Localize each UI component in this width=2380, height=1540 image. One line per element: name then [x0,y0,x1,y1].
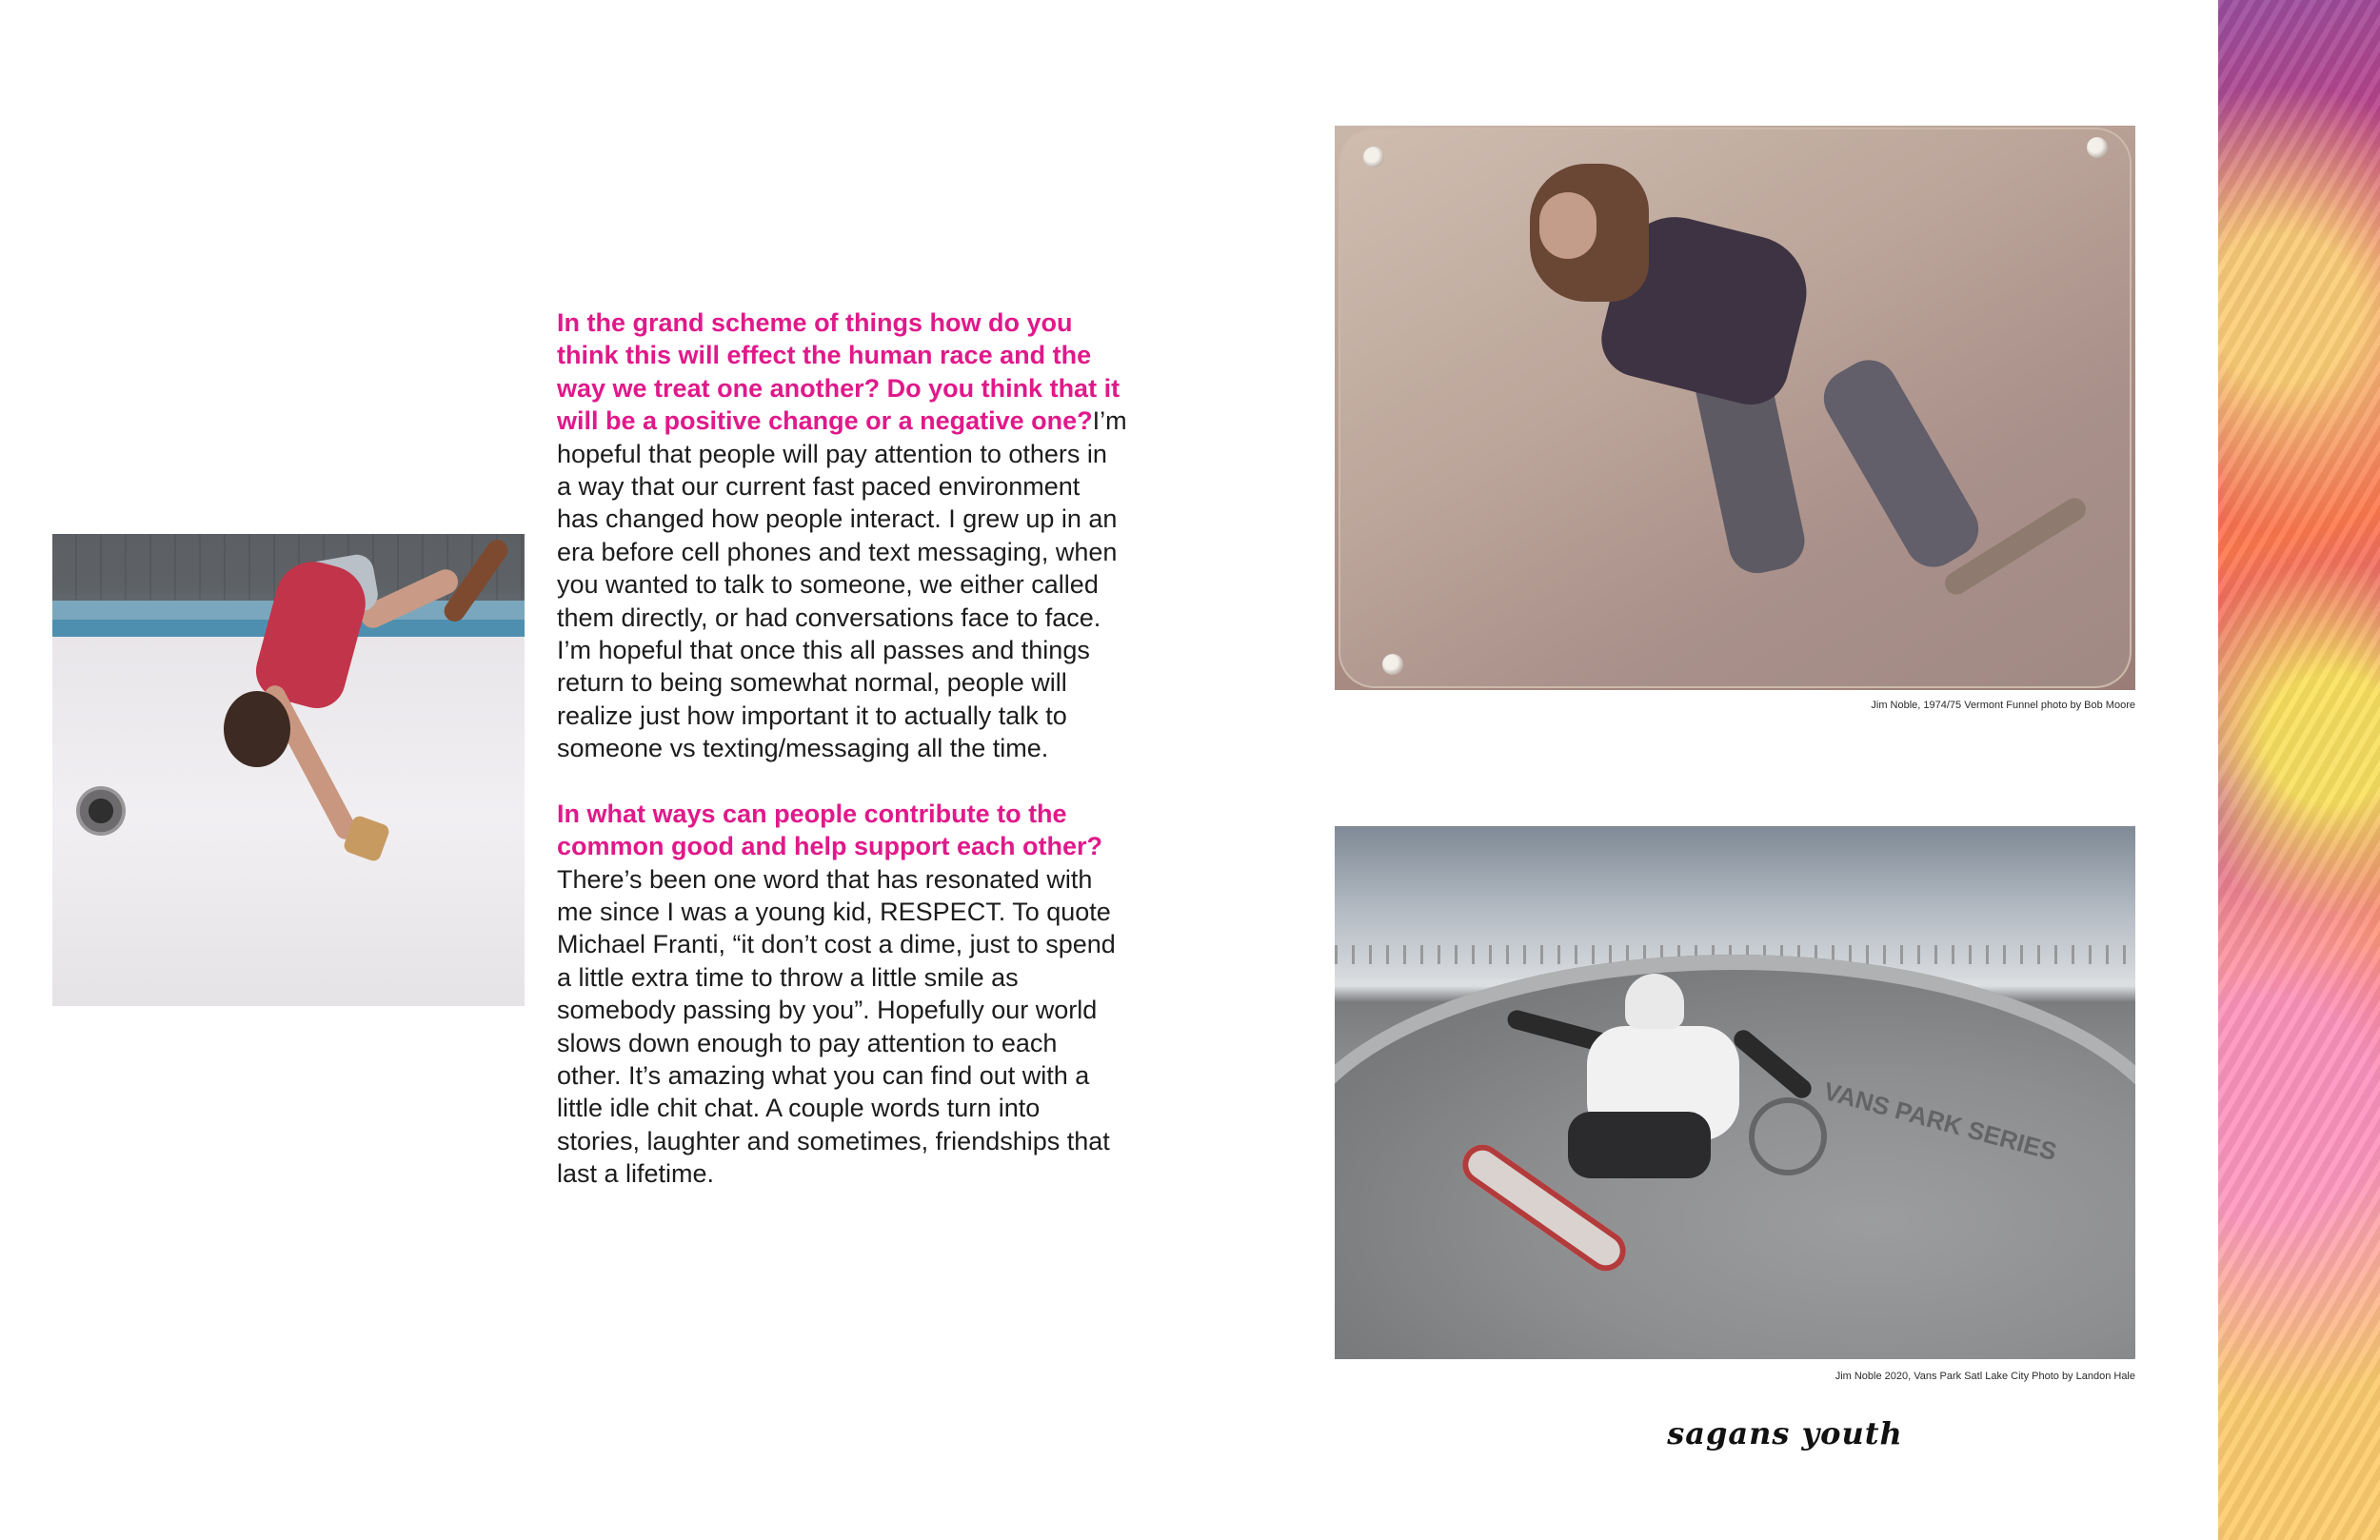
photo-skatepark-bowl [1335,826,2135,1359]
brand-wordmark: sagans youth [1667,1415,1903,1451]
photo-vintage-skater [1335,126,2135,690]
qa-block-2 [557,798,1128,1191]
answer-2: There’s been one word that has resonated with me since I was a young kid, RESPECT. To quote Michael Franti, “it don’t cost a dime, just to spend a little extra time to throw a little smile as somebody passing by you”. Hopefully our world slows down enough to pay attention to each other. It’s amazing what you can find out with a little idle chit chat. A couple words turn into stories, laughter and sometimes, friendships that last a lifetime. [557,864,1116,1189]
photo-caption-bottom: Jim Noble 2020, Vans Park Satl Lake City Photo by Landon Hale [1835,1371,2135,1382]
question-2: In what ways can people contribute to the common good and help support each other? [557,799,1103,861]
skater-head [224,691,290,767]
mount-bolt [2087,137,2108,158]
answer-1: I’m hopeful that people will pay attention to others in a way that our current fast paced environment has changed how people interact. I grew up in an era before cell phones and text messaging, when you wanted to talk to someone, we either called them directly, or had conversations face to face. I’m hopeful that once this all passes and things return to being somewhat normal, people will realize just how important it to actually talk to someone vs texting/messaging all the time. [557,406,1127,763]
mount-bolt [1382,654,1403,675]
mount-bolt [1363,147,1384,168]
vans-logo-icon [1749,1097,1827,1175]
photo-caption-top: Jim Noble, 1974/75 Vermont Funnel photo by Bob Moore [1871,700,2135,711]
photo-skater-upside-down [52,534,525,1006]
skater-helmet [1625,974,1684,1029]
question-1: In the grand scheme of things how do you think this will effect the human race and the way we treat one another? Do you think that it will be a positive change or a negative one? [557,308,1121,436]
decorative-color-strip [2218,0,2380,1540]
skater-face [1539,192,1597,259]
paragraph-gap [557,765,1128,798]
qa-block-1 [557,306,1128,765]
interview-text [557,306,1128,1191]
skater-shorts [1568,1112,1711,1178]
pool-light [76,786,126,836]
bowl-logo-text: VANS PARK SERIES [1820,1076,2060,1167]
